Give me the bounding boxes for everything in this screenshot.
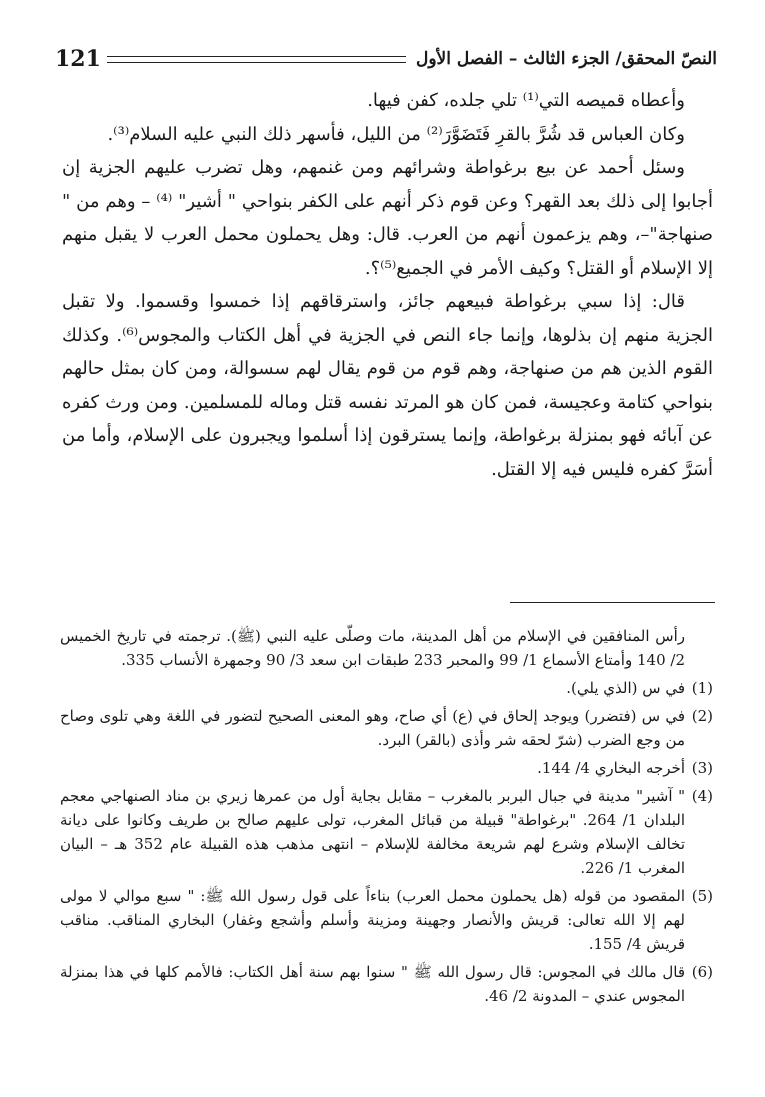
footnote-number: (4): [691, 787, 713, 805]
footnotes: [60, 624, 713, 1012]
footnote-text: " آشير" مدينة في جبال البربر بالمغرب – مقابل بجاية أول من عمرها زيري بن مناد الصنهاجي معجم البلدان 1/ 264. "برغواطة" قبيلة من قبائل المغرب، تولى عليهم صالح بن طريف وكانوا على ديانة تخالف الإسلام وشرع لهم شريعة مخالفة للإسلام – انتهى مذهب هذه القبيلة عام 352 هـ – البيان المغرب 1/ 226.: [60, 787, 685, 877]
footnote-4: [60, 784, 713, 880]
footnote-5: [60, 884, 713, 956]
main-text: [62, 84, 713, 486]
footnote-number: (2): [691, 707, 713, 725]
paragraph-4: قال: إذا سبي برغواطة فبيعهم جائز، واسترقاقهم إذا خمسوا وقسموا. ولا تقبل الجزية منهم إن بذلوها، وإنما جاء النص في الجزية في أهل الكتاب والمجوس⁽⁶⁾. وكذلك القوم الذين هم من صنهاجة، وهم قوم من قوم يقال لهم سسوالة، ومن كان بمثل حالهم بنواحي كتامة وعجيسة، فمن كان هو المرتد نفسه قتل وماله للمسلمين. ومن ورث كفره عن آبائه فهو بمنزلة برغواطة، وإنما يسترقون إذا أسلموا ويجبرون على الإسلام، وأما من أسَرَّ كفره فليس فيه إلا القتل.: [62, 291, 714, 480]
footnote-6: [60, 960, 713, 1008]
footnote-1: [60, 676, 713, 700]
footnote-text: في س (الذي يلي).: [566, 679, 685, 697]
footnote-3: [60, 756, 713, 780]
footnote-continuation: رأس المنافقين في الإسلام من أهل المدينة، مات وصلّى عليه النبي (ﷺ). ترجمته في تاريخ الخميس 2/ 140 وأمتاع الأسماع 1/ 99 والمحبر 233 طبقات ابن سعد 3/ 90 وجمهرة الأنساب 335.: [60, 627, 685, 669]
footnote-number: (5): [691, 887, 713, 905]
footnote-number: (6): [691, 963, 713, 981]
footnote-separator: [510, 602, 715, 603]
page-number: 121: [55, 46, 101, 72]
footnote-2: [60, 704, 713, 752]
footnote-text: قال مالك في المجوس: قال رسول الله ﷺ " سنوا بهم سنة أهل الكتاب: فالأمم كلها في هذا بمنزلة المجوس عندي – المدونة 2/ 46.: [60, 963, 685, 1005]
footnote-number: (3): [691, 759, 713, 777]
paragraph-1: وأعطاه قميصه التي⁽¹⁾ تلي جلده، كفن فيها.: [367, 90, 685, 111]
footnote-text: المقصود من قوله (هل يحملون محمل العرب) بناءاً على قول رسول الله ﷺ: " سبع موالي لا مولى لهم إلا الله تعالى: قريش والأنصار وجهينة ومزينة وأسلم وأشجع وغفار) البخاري المناقب. مناقب قريش 4/ 155.: [60, 887, 685, 953]
header-double-rule: [107, 56, 406, 63]
footnote-number: (1): [691, 679, 713, 697]
header-title: النصّ المحقق/ الجزء الثالث – الفصل الأول: [416, 49, 717, 69]
footnote-text: في س (فتضرر) ويوجد إلحاق في (ع) أي صاح، وهو المعنى الصحيح لتضور في اللغة وهي تلوى وصاح من وجع الضرب (شرّ لحقه شر وأذى (بالقر) البرد.: [60, 707, 685, 749]
paragraph-3: وسئل أحمد عن بيع برغواطة وشرائهم ومن غنمهم، وهل تضرب عليهم الجزية إن أجابوا إلى ذلك بعد القهر؟ وعن قوم ذكر أنهم على الكفر بنواحي " أشير" ⁽⁴⁾ – وهم من " صنهاجة"–، وهم يزعمون أنهم من العرب. قال: وهل يحملون محمل العرب لا يقبل منهم إلا الإسلام أو القتل؟ وكيف الأمر في الجميع⁽⁵⁾؟.: [62, 157, 713, 279]
paragraph-2: وكان العباس قد شُرَّ بالقرِ فَتَضَوَّرَ⁽²⁾ من الليل، فأسهر ذلك النبي عليه السلام⁽³⁾.: [107, 123, 685, 145]
running-header: [55, 44, 717, 74]
footnote-text: أخرجه البخاري 4/ 144.: [537, 759, 685, 777]
